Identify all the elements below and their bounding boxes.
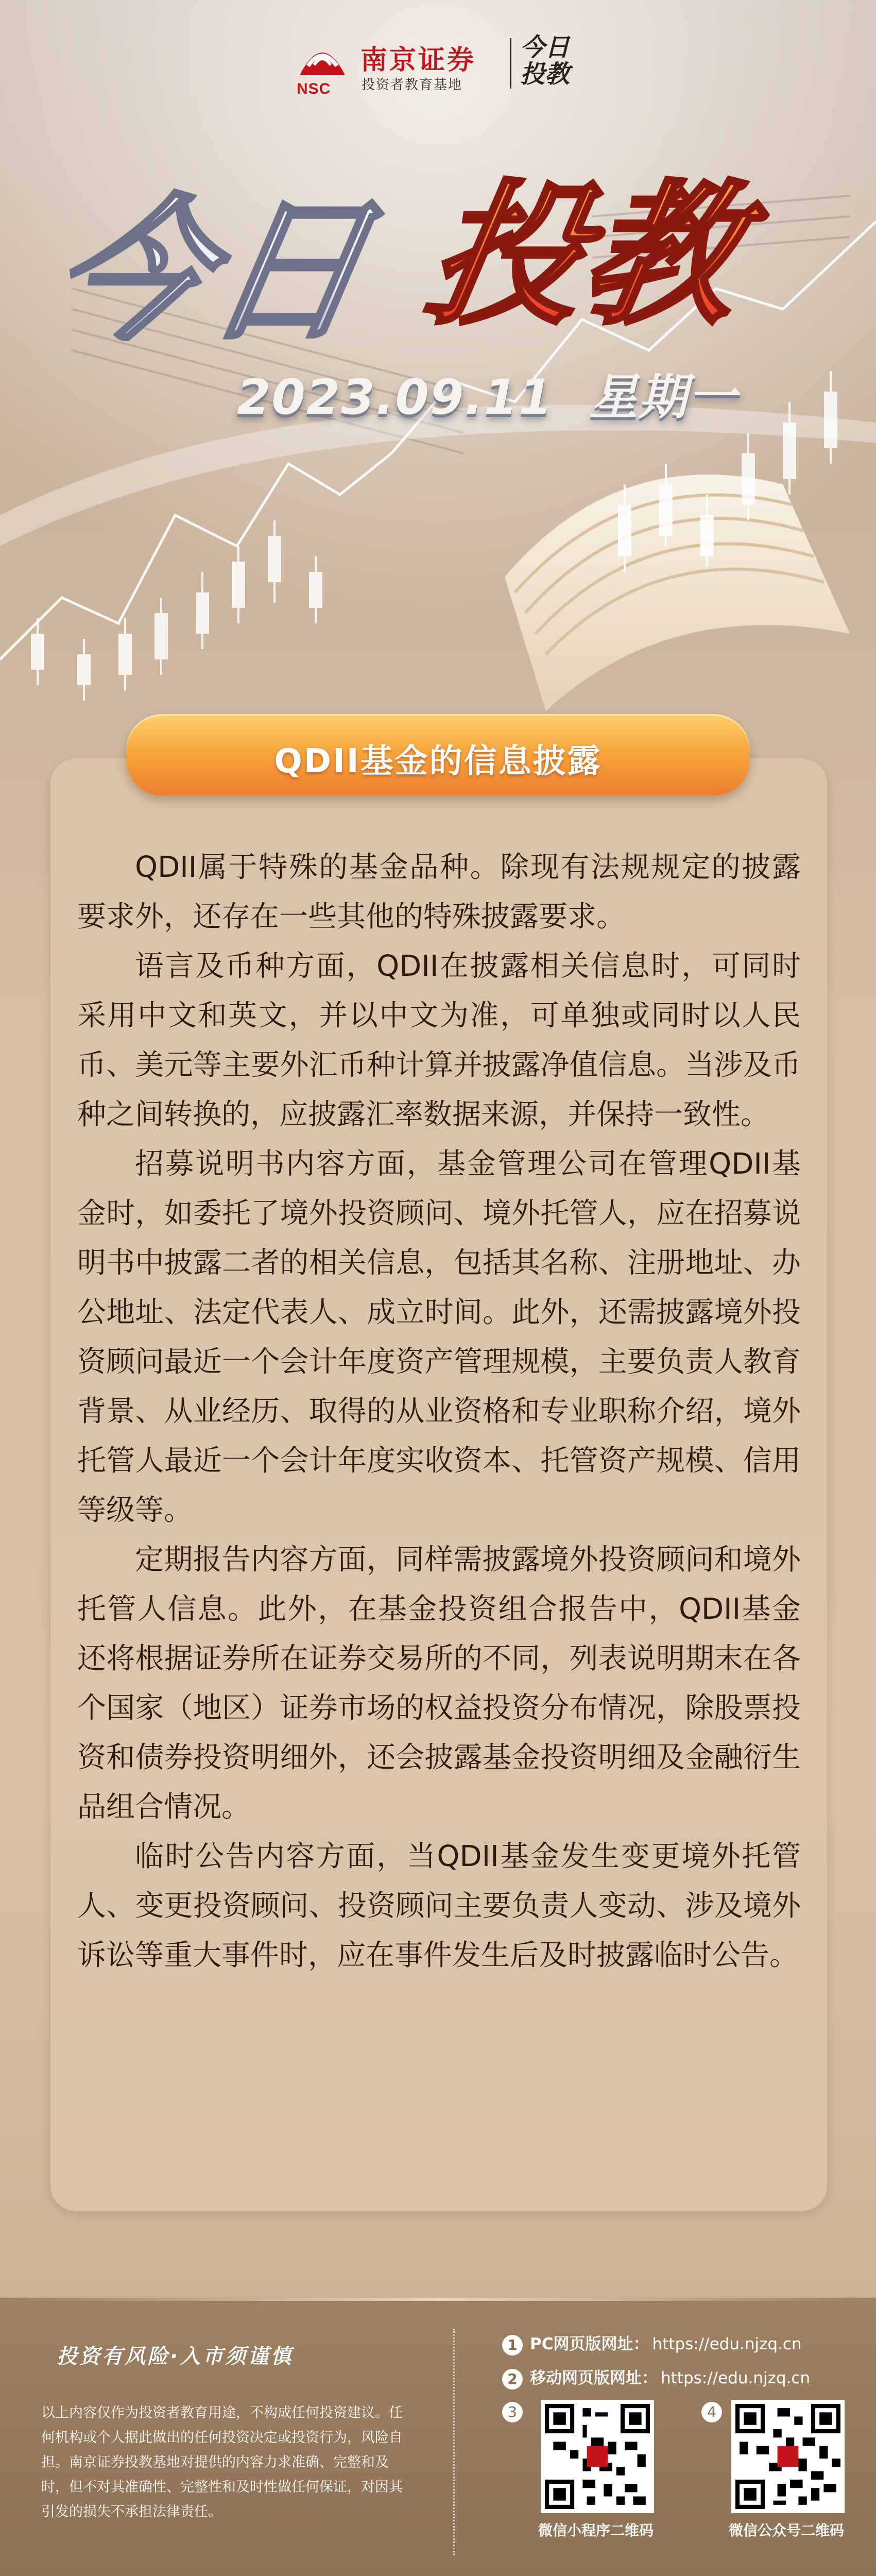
link-url[interactable]: https://edu.njzq.cn: [661, 2369, 811, 2387]
paragraph: 语言及币种方面，QDII在披露相关信息时，可同时采用中文和英文，并以中文为准，可单独或同时以人民币、美元等主要外汇币种计算并披露净值信息。当涉及币种之间转换的，应披露汇率数据来源，并保持一致性。: [77, 950, 801, 1131]
logo-divider: [510, 38, 511, 89]
number-badge: 4: [701, 2402, 722, 2422]
date-text: 2023.09.11: [237, 369, 554, 426]
link-label: 移动网页版网址：: [530, 2369, 658, 2387]
link-label: PC网页版网址：: [530, 2335, 649, 2353]
column-logo: [520, 34, 570, 88]
section-banner: [126, 714, 750, 795]
official-account-qr-code[interactable]: [731, 2400, 845, 2513]
risk-slogan: 投资有风险·入市须谨慎: [57, 2345, 294, 2368]
column-logo-line: 投教: [520, 60, 570, 89]
paragraph: 定期报告内容方面，同样需披露境外投资顾问和境外托管人信息。此外，在基金投资组合报告中，QDII基金还将根据证券所在证券交易所的不同，列表说明期末在各个国家（地区）证券市场的权益投资分布情况，除股票投资和债券投资明细外，还会披露基金投资明细及金融衍生品组合情况。: [77, 1543, 801, 1824]
date-line: [237, 358, 737, 428]
pc-site-link[interactable]: [502, 2331, 802, 2355]
qr-code-icon: [735, 2404, 840, 2509]
brand-subtitle: 投资者教育基地: [362, 77, 463, 93]
link-url[interactable]: https://edu.njzq.cn: [652, 2335, 802, 2353]
logo-abbreviation: NSC: [297, 80, 331, 97]
title-left: 今日: [41, 181, 382, 362]
article-body: [77, 843, 801, 1980]
qr-code-icon: [545, 2404, 650, 2509]
section-title: QDII基金的信息披露: [274, 742, 602, 781]
brand-logo: [294, 31, 582, 98]
qr-caption: 微信公众号二维码: [729, 2522, 845, 2539]
paragraph: 临时公告内容方面，当QDII基金发生变更境外托管人、变更投资顾问、投资顾问主要负责人变动、涉及境外诉讼等重大事件时，应在事件发生后及时披露临时公告。: [77, 1840, 801, 1972]
mobile-site-link[interactable]: [502, 2365, 810, 2389]
page-title: [41, 155, 798, 362]
paragraph: QDII属于特殊的基金品种。除现有法规规定的披露要求外，还存在一些其他的特殊披露要求。: [77, 851, 801, 934]
miniprogram-qr-code[interactable]: [541, 2400, 654, 2513]
footer: [0, 2298, 876, 2576]
weekday-text: 星期一: [589, 369, 738, 426]
number-badge: 1: [502, 2335, 523, 2355]
brand-name: 南京证券: [360, 45, 476, 76]
column-logo-line: 今日: [520, 33, 570, 62]
number-badge: 3: [502, 2402, 523, 2422]
number-badge: 2: [502, 2369, 523, 2389]
footer-divider: [0, 2298, 876, 2301]
title-right: 投教: [414, 166, 755, 346]
paragraph: 招募说明书内容方面，基金管理公司在管理QDII基金时，如委托了境外投资顾问、境外托管人，应在招募说明书中披露二者的相关信息，包括其名称、注册地址、办公地址、法定代表人、成立时间。此外，还需披露境外投资顾问最近一个会计年度资产管理规模，主要负责人教育背景、从业经历、取得的从业资格和专业职称介绍，境外托管人最近一个会计年度实收资本、托管资产规模、信用等级等。: [77, 1147, 801, 1527]
qr-caption: 微信小程序二维码: [538, 2522, 654, 2539]
disclaimer-text: 以上内容仅作为投资者教育用途，不构成任何投资建议。任何机构或个人据此做出的任何投资决定或投资行为，风险自担。南京证券投教基地对提供的内容力求准确、完整和及时，但不对其准确性、完整性和及时性做任何保证，对因其引发的损失不承担法律责任。: [41, 2405, 403, 2520]
footer-separator: [453, 2329, 455, 2555]
